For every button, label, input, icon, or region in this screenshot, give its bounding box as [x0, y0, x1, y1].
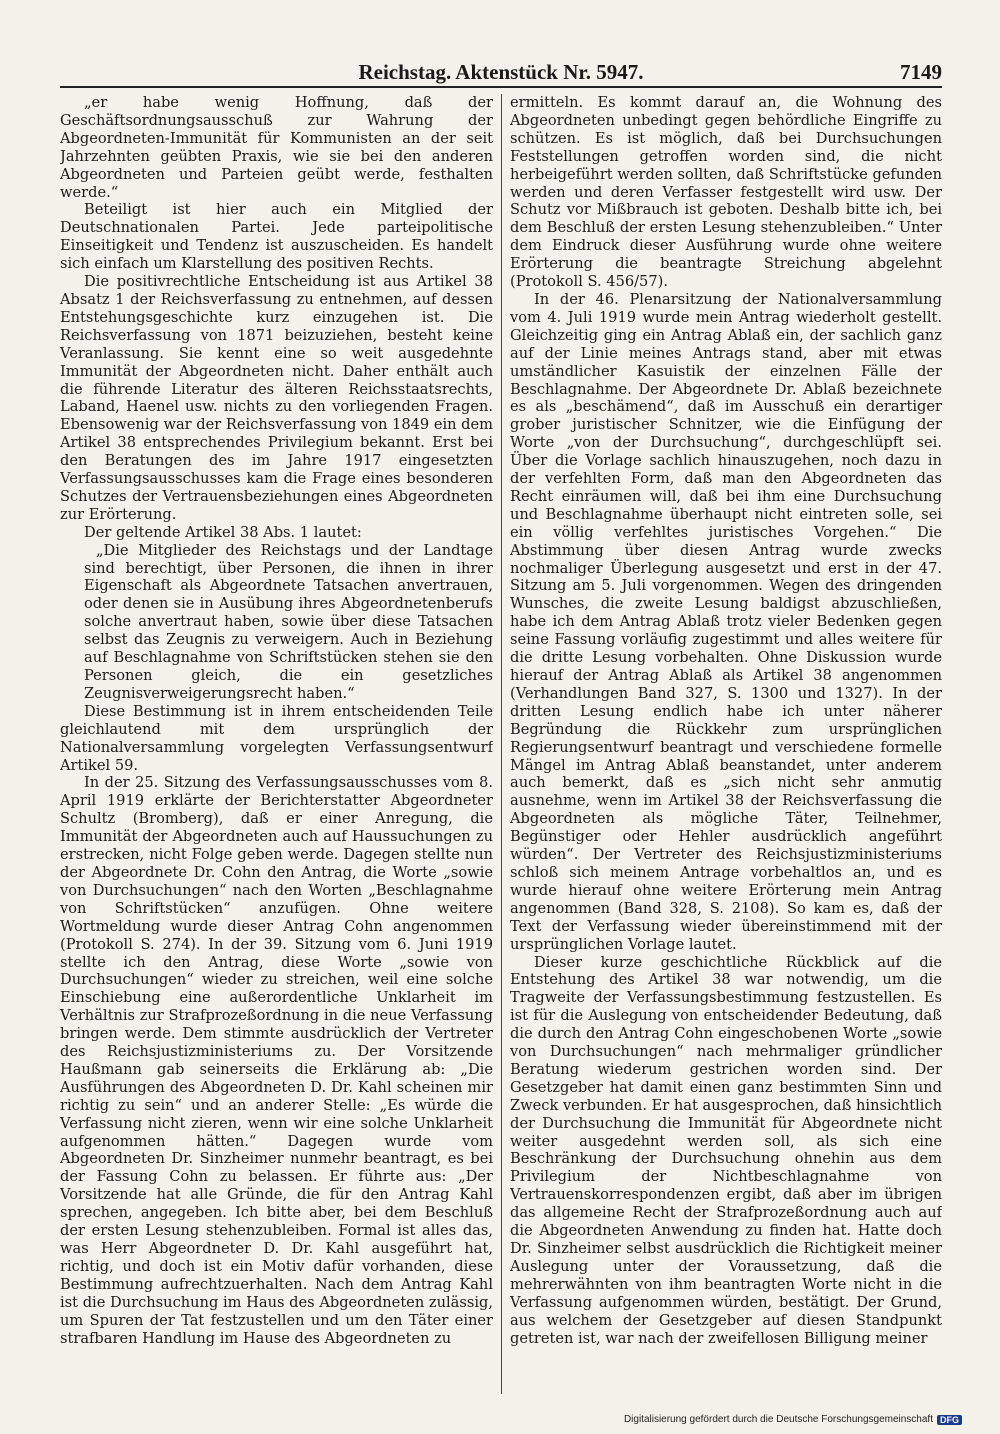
page-number: 7149: [900, 60, 942, 84]
footer: [624, 1414, 962, 1425]
column-divider: [501, 94, 502, 1394]
paragraph: In der 46. Plenarsitzung der Nationalversammlung vom 4. Juli 1919 wurde mein Antrag wiederholt gestellt. Gleichzeitig ging ein Antrag Ablaß ein, der sachlich ganz auf der Linie meines Antrags stand, aber mit etwas umständlicher Kasuistik der einzelnen Fälle der Beschlagnahme. Der Abgeordnete Dr. Ablaß bezeichnete es als „beschämend“, daß im Ausschuß ein derartiger grober juristischer Schnitzer, wie die Einfügung der Worte „von der Durchsuchung“, durchgeschlüpft sei. Über die Vorlage sachlich hinauszugehen, noch dazu in der verfehlten Form, daß man den Abgeordneten das Recht einräumen will, daß bei ihm eine Durchsuchung und Beschlagnahme überhaupt nicht eintreten solle, sei ein völlig verfehltes juristisches Vorgehen.“ Die Abstimmung über diesen Antrag wurde zwecks nochmaliger Überlegung ausgesetzt und erst in der 47. Sitzung am 5. Juli vorgenommen. Wegen des dringenden Wunsches, die zweite Lesung baldigst abzuschließen, habe ich dem Antrag Ablaß trotz vieler Bedenken gegen seine Fassung vorläufig zugestimmt und alles weitere für die dritte Lesung vorbehalten. Ohne Diskussion wurde hierauf der Antrag Ablaß als Artikel 38 angenommen (Verhandlungen Band 327, S. 1300 und 1327). In der dritten Lesung endlich habe ich unter näherer Begründung die Rückkehr zum ursprünglichen Regierungsentwurf beantragt und verschiedene formelle Mängel im Antrag Ablaß beanstandet, unter anderem auch bemerkt, daß es „sich nicht sehr anmutig ausnehme, wenn im Artikel 38 der Reichsverfassung die Abgeordneten als mögliche Täter, Teilnehmer, Begünstiger oder Hehler ausdrücklich angeführt würden“. Der Vertreter des Reichsjustizministeriums schloß sich meinem Antrage vorbehaltlos an, und es wurde hierauf ohne weitere Erörterung mein Antrag angenommen (Band 328, S. 2108). So kam es, daß der Text der Verfassung wieder übereinstimmend mit der ursprünglichen Vorlage lautet.: [510, 290, 942, 953]
left-column: [60, 94, 493, 1394]
paragraph: „er habe wenig Hoffnung, daß der Geschäftsordnungsausschuß zur Wahrung der Abgeordneten-Immunität für Kommunisten an der seit Jahrzehnten geübten Praxis, wie sie bei den anderen Abgeordneten und Parteien geübt werde, festhalten werde.“: [60, 94, 493, 201]
right-column: [510, 94, 942, 1394]
paragraph: In der 25. Sitzung des Verfassungsausschusses vom 8. April 1919 erklärte der Berichterstatter Abgeordneter Schultz (Bromberg), daß er einer Anregung, die Immunität der Abgeordneten auch auf Haussuchungen zu erstrecken, nicht Folge geben werde. Dagegen stellte nun der Abgeordnete Dr. Cohn den Antrag, die Worte „sowie von Durchsuchungen“ nach den Worten „Beschlagnahme von Schriftstücken“ anzufügen. Ohne weitere Wortmeldung wurde dieser Antrag Cohn angenommen (Protokoll S. 274). In der 39. Sitzung vom 6. Juni 1919 stellte ich den Antrag, diese Worte „sowie von Durchsuchungen“ wieder zu streichen, weil eine solche Einschiebung eine außerordentliche Unklarheit im Verhältnis zur Strafprozeßordnung in die neue Verfassung bringen werde. Dem stimmte ausdrücklich der Vertreter des Reichsjustizministeriums zu. Der Vorsitzende Haußmann gab seinerseits die Erklärung ab: „Die Ausführungen des Abgeordneten D. Dr. Kahl scheinen mir richtig zu sein“ und an anderer Stelle: „Es würde die Verfassung nicht zieren, wenn wir eine solche Unklarheit aufgenommen hätten.“ Dagegen wurde vom Abgeordneten Dr. Sinzheimer nunmehr beantragt, es bei der Fassung Cohn zu belassen. Er führte aus: „Der Vorsitzende hat alle Gründe, die für den Antrag Kahl sprechen, angegeben. Ich bitte aber, bei dem Beschluß der ersten Lesung stehenzubleiben. Formal ist alles das, was Herr Abgeordneter D. Dr. Kahl ausgeführt hat, richtig, und doch ist ein Motiv dafür vorhanden, diese Bestimmung aufrechtzuerhalten. Nach dem Antrag Kahl ist die Durchsuchung im Haus des Abgeordneten zulässig, um Spuren der Tat festzustellen und um den Täter einer strafbaren Handlung im Hause des Abgeordneten zu: [60, 774, 493, 1347]
footer-credit: Digitalisierung gefördert durch die Deutsche Forschungsgemeinschaft: [623, 1414, 933, 1425]
paragraph: Beteiligt ist hier auch ein Mitglied der Deutschnationalen Partei. Jede parteipolitische Einseitigkeit und Tendenz ist auszuscheiden. Es handelt sich einfach um Klarstellung des positiven Rechts.: [60, 201, 493, 273]
paragraph: ermitteln. Es kommt darauf an, die Wohnung des Abgeordneten unbedingt gegen behördliche Eingriffe zu schützen. Es ist möglich, daß bei Durchsuchungen Feststellungen getroffen worden sind, die nicht herbeigeführt werden sollten, daß Schriftstücke gefunden werden und deren Verfasser festgestellt wird usw. Der Schutz vor Mißbrauch ist geboten. Deshalb bitte ich, bei dem Beschluß der ersten Lesung stehenzubleiben.“ Unter dem Eindruck dieser Ausführung wurde ohne weitere Erörterung die beantragte Streichung abgelehnt (Protokoll S. 456/57).: [510, 94, 942, 291]
paragraph: Diese Bestimmung ist in ihrem entscheidenden Teile gleichlautend mit dem ursprünglich der Nationalversammlung vorgelegten Verfassungsentwurf Artikel 59.: [60, 702, 493, 774]
paragraph: Die positivrechtliche Entscheidung ist aus Artikel 38 Absatz 1 der Reichsverfassung zu entnehmen, auf dessen Entstehungsgeschichte kurz einzugehen ist. Die Reichsverfassung von 1871 beizuziehen, besteht keine Veranlassung. Sie kennt eine so weit ausgedehnte Immunität der Abgeordneten nicht. Daher enthält auch die führende Literatur des älteren Reichsstaatsrechts, Laband, Haenel usw. nichts zu den vorliegenden Fragen. Ebensowenig war der Reichsverfassung von 1849 ein dem Artikel 38 entsprechendes Privilegium bekannt. Erst bei den Beratungen des im Jahre 1917 eingesetzten Verfassungsausschusses kam die Frage eines besonderen Schutzes der Vertrauensbeziehungen eines Abgeordneten zur Erörterung.: [60, 273, 493, 523]
dfg-logo: DFG: [937, 1415, 962, 1425]
page-title: Reichstag. Aktenstück Nr. 5947.: [358, 60, 644, 84]
quoted-article: „Die Mitglieder des Reichstags und der Landtage sind berechtigt, über Personen, die ihnen in ihrer Eigenschaft als Abgeordnete Tatsachen anvertrauen, oder denen sie in Ausübung ihres Abgeordnetenberufs solche anvertraut haben, sowie über diese Tatsachen selbst das Zeugnis zu verweigern. Auch in Beziehung auf Beschlagnahme von Schriftstücken stehen sie den Personen gleich, die ein gesetzliches Zeugnisverweigerungsrecht haben.“: [84, 541, 493, 702]
paragraph: Der geltende Artikel 38 Abs. 1 lautet:: [84, 523, 362, 541]
paragraph: Dieser kurze geschichtliche Rückblick auf die Entstehung des Artikel 38 war notwendig, um die Tragweite der Verfassungsbestimmung festzustellen. Es ist für die Auslegung von entscheidender Bedeutung, daß die durch den Antrag Cohn eingeschobenen Worte „sowie von Durchsuchungen“ nach mehrmaliger gründlicher Beratung wiederum gestrichen worden sind. Der Gesetzgeber hat damit einen ganz bestimmten Sinn und Zweck verbunden. Er hat ausgesprochen, daß hinsichtlich der Durchsuchung die Immunität für Abgeordnete nicht weiter ausgedehnt werden soll, als sich eine Beschränkung der Durchsuchung ohnehin aus dem Privilegium der Nichtbeschlagnahme von Vertrauenskorrespondenzen ergibt, daß aber im übrigen das allgemeine Recht der Strafprozeßordnung auch auf die Abgeordneten Anwendung zu finden hat. Hatte doch Dr. Sinzheimer selbst ausdrücklich die Richtigkeit meiner Auslegung unter der Voraussetzung, daß die mehrerwähnten von ihm beantragten Worte nicht in die Verfassung aufgenommen würden, bestätigt. Der Grund, aus welchem der Gesetzgeber auf diesen Standpunkt getreten ist, war nach der zweifellosen Billigung meiner: [510, 953, 942, 1347]
page-header: [60, 60, 942, 88]
